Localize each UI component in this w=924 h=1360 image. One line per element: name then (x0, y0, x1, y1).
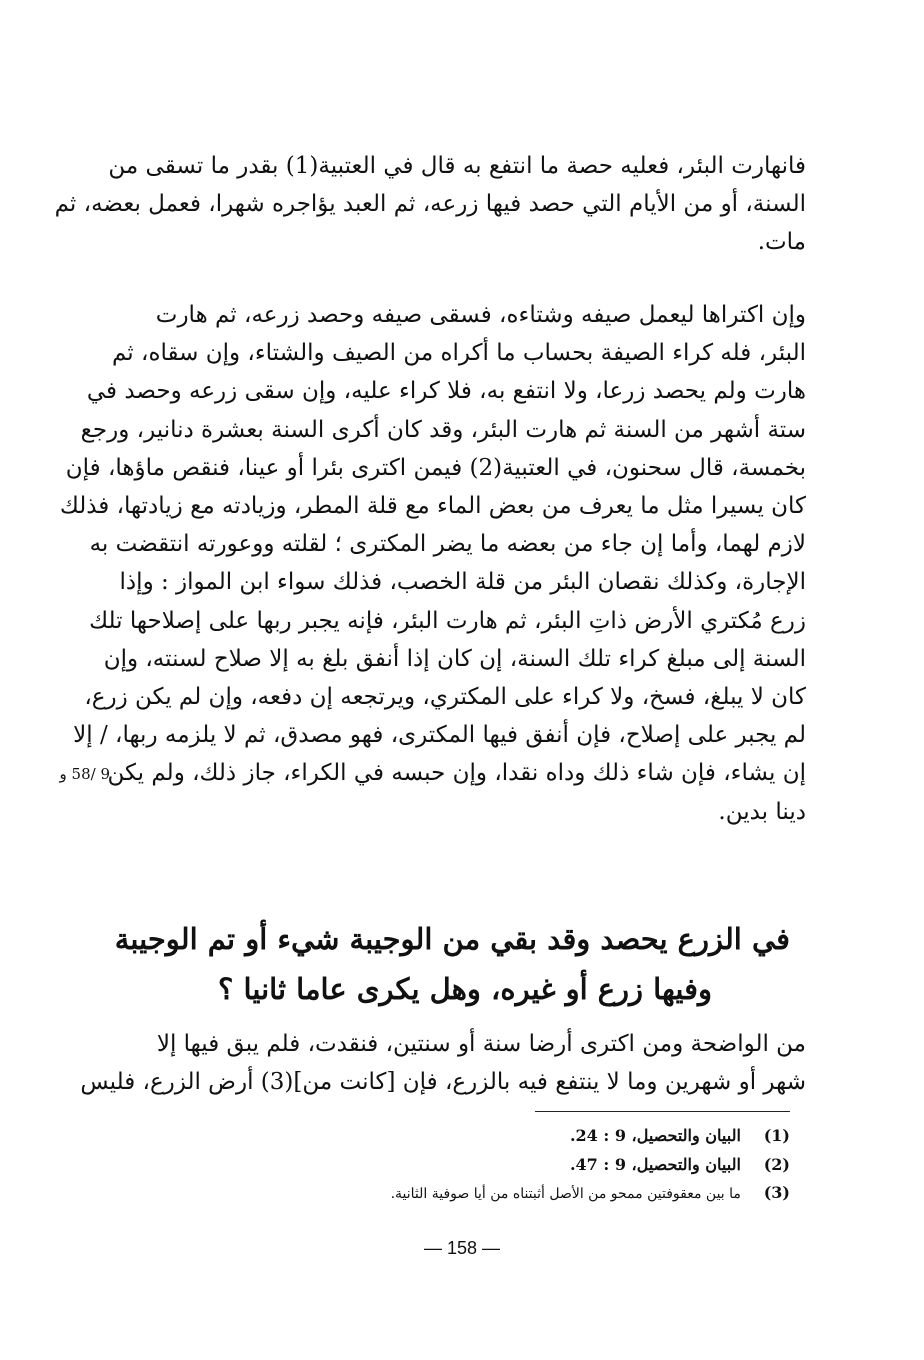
text-line: زرع مُكتري الأرض ذاتِ البئر، ثم هارت البئر، فإنه يجبر ربها على إصلاحها تلك (89, 607, 806, 634)
heading-line: في الزرع يحصد وقد بقي من الوجيبة شيء أو تم الوجيبة (114, 922, 790, 956)
paragraph-3 (80, 1025, 806, 1101)
text-line: هارت ولم يحصد زرعا، ولا انتفع به، فلا كراء عليه، وإن سقى زرعه وحصد في (86, 378, 806, 405)
text-line: كان يسيرا مثل ما يعرف من بعض الماء مع قلة المطر، وزيادته مع زيادتها، فذلك (59, 493, 806, 520)
text-line: مات. (757, 229, 806, 256)
manuscript-folio-note: 9 /58 و (59, 765, 110, 783)
text-line: البئر، فله كراء الصيفة بحساب ما أكراه من الصيف والشتاء، وإن سقاه، ثم (112, 340, 806, 367)
text-line: السنة، أو من الأيام التي حصد فيها زرعه، ثم العبد يؤاجره شهرا، فعمل بعضه، ثم (54, 191, 806, 218)
footnote-text: البيان والتحصيل، 9 : 47. (569, 1154, 741, 1174)
footnote-text: ما بين معقوفتين ممحو من الأصل أثبتناه من أيا صوفية الثانية. (390, 1186, 741, 1202)
text-line: من الواضحة ومن اكترى أرضا سنة أو سنتين، فنقدت، فلم يبق فيها إلا (156, 1031, 806, 1057)
footnote-2 (300, 1151, 790, 1180)
text-line: إن يشاء، فإن شاء ذلك وداه نقدا، وإن حبسه في الكراء، جاز ذلك، ولم يكن (107, 760, 806, 787)
text-line: الإجارة، وكذلك نقصان البئر من قلة الخصب، فذلك سواء ابن المواز : وإذا (119, 569, 806, 596)
footnote-separator (535, 1111, 790, 1112)
footnote-number: (2) (763, 1154, 790, 1174)
text-line: وإن اكتراها ليعمل صيفه وشتاءه، فسقى صيفه وحصد زرعه، ثم هارت (155, 302, 806, 328)
text-line: بخمسة، قال سحنون، في العتبية(2) فيمن اكترى بئرا أو عينا، فنقص ماؤها، فإن (65, 454, 806, 481)
paragraph-1 (54, 147, 806, 262)
page-number: — 158 — (423, 1238, 501, 1258)
text-line: دينا بدين. (718, 798, 806, 825)
text-line: السنة إلى مبلغ كراء تلك السنة، إن كان إذا أنفق بلغ به إلا صلاح لسنته، وإن (103, 645, 806, 672)
text-line: ستة أشهر من السنة ثم هارت البئر، وقد كان أكرى السنة بعشرة دنانير، ورجع (80, 416, 806, 443)
footnote-1 (300, 1122, 790, 1151)
footnote-number: (1) (763, 1126, 790, 1145)
text-line: لازم لهما، وأما إن جاء من بعضه ما يضر المكترى ؛ لقلته ووعورته انتقضت به (89, 531, 806, 558)
section-heading (114, 914, 790, 1014)
heading-line: وفيها زرع أو غيره، وهل يكرى عاما ثانيا ؟ (218, 972, 712, 1006)
text-line: شهر أو شهرين وما لا ينتفع فيه بالزرع، فإن [كانت من](3) أرض الزرع، فليس (80, 1069, 806, 1096)
footnote-number: (3) (763, 1183, 790, 1202)
text-line: فانهارت البئر، فعليه حصة ما انتفع به قال في العتبية(1) بقدر ما تسقى من (108, 153, 806, 179)
footnotes (300, 1122, 790, 1209)
footnote-3 (300, 1179, 790, 1209)
footnote-text: البيان والتحصيل، 9 : 24. (569, 1126, 741, 1145)
text-line: لم يجبر على إصلاح، فإن أنفق فيها المكترى، فهو مصدق، ثم لا يلزمه ربها، / إلا (73, 722, 806, 749)
text-line: كان لا يبلغ، فسخ، ولا كراء على المكتري، ويرتجعه إن دفعه، وإن لم يكن زرع، (84, 684, 806, 711)
